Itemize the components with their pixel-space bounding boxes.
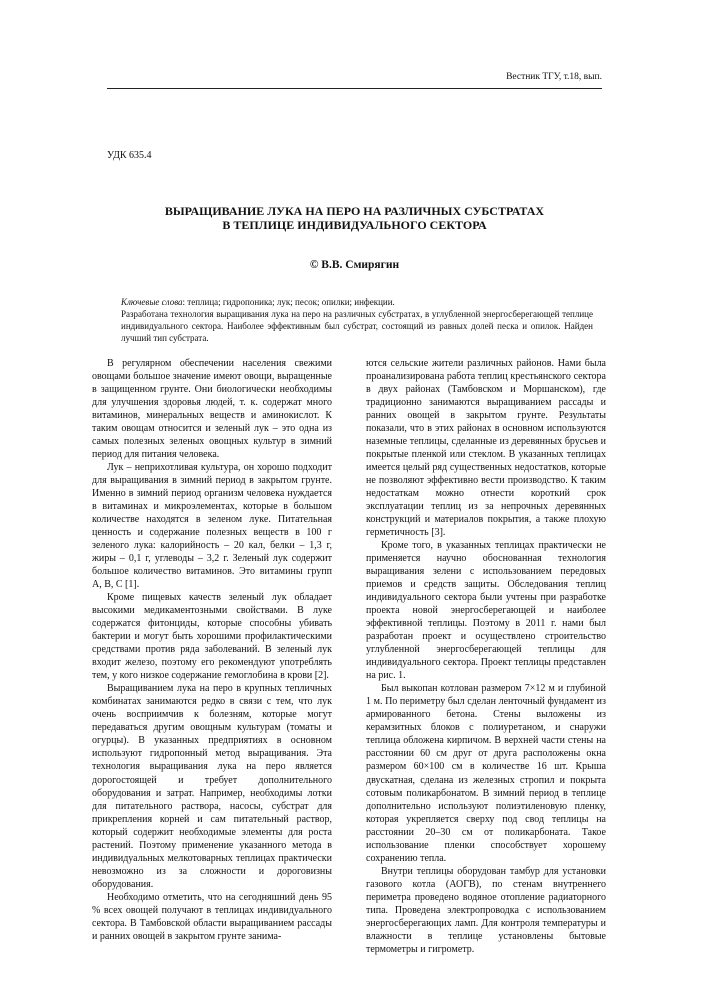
paragraph: ются сельские жители различных районов. Нами была проанализирована работа теплиц крестьянского сектора в двух районах (Тамбовском и Моршанском), где традиционно занимаются выращиванием рассады и ранних овощей в закрытом грунте. Результаты показали, что в этих районах в основном используются наземные теплицы, сделанные из деревянных брусьев и покрытые пленкой или стеклом. В указанных теплицах имеется целый ряд существенных недостатков, которые не позволяют эффективно вести производство. К таким недостаткам можно отнести короткий срок эксплуатации теплиц из за непрочных деревянных конструкций и материалов покрытия, а также плохую герметичность [3]. <box>366 358 606 539</box>
paragraph: Лук – неприхотливая культура, он хорошо подходит для выращивания в зимний период в закрытом грунте. Именно в зимний период организм человека нуждается в витаминах и микроэлементах, которые в большом количестве находятся в зеленом луке. Питательная ценность и содержание полезных веществ в 100 г зеленого лука: калорийность – 20 кал, белки – 1,3 г, жиры – 0,1 г, углеводы – 3,2 г. Зеленый лук содержит большое количество витаминов. Это витамины групп А, В, С [1]. <box>92 462 332 591</box>
abstract-text: Разработана технология выращивания лука на перо на различных субстратах, в углубленной энергосберегающей теплице индивидуального сектора. Наиболее эффективным был субстрат, состоящий из равных долей песка и опилок. Найден лучший тип субстрата. <box>121 309 593 343</box>
article-title <box>107 204 602 232</box>
paragraph: Кроме пищевых качеств зеленый лук обладает высокими медикаментозными свойствами. В луке содержатся фитонциды, которые способны убивать бактерии и могут быть хорошими профилактическими средствами против ряда заболеваний. В зеленый лук входит железо, поэтому его рекомендуют употреблять тем, у кого низкое содержание гемоглобина в крови [2]. <box>92 592 332 682</box>
paragraph: Кроме того, в указанных теплицах практически не применяется научно обоснованная технология выращивания зелени с использованием передовых приемов и средств защиты. Обследования теплиц индивидуального сектора были учтены при разработке проекта новой энергосберегающей и наиболее эффективной теплицы. Поэтому в 2011 г. нами был разработан проект и осуществлено строительство углубленной энергосберегающей теплицы для индивидуального сектора. Проект теплицы представлен на рис. 1. <box>366 540 606 682</box>
paragraph: Был выкопан котлован размером 7×12 м и глубиной 1 м. По периметру был сделан ленточный фундамент из армированного бетона. Стены выложены из керамзитных блоков с полиуретаном, и снаружи теплица обложена кирпичом. В верхней части стены на расстоянии 60 см друг от друга расположены окна размером 60×100 см в количестве 16 шт. Крыша двускатная, сделана из железных стропил и покрыта сотовым поликарбонатом. В зимний период в теплице дополнительно используют полиэтиленовую пленку, которая укрепляется сверху под свод теплицы на расстоянии 20–30 см от поликарбоната. Такое использование пленки способствует хорошему сохранению тепла. <box>366 683 606 864</box>
keywords-label: Ключевые слова <box>121 297 183 307</box>
paragraph: В регулярном обеспечении населения свежими овощами большое значение имеют овощи, выращенные в защищенном грунте. Они биологически необходимы для улучшения здоровья людей, т. к. содержат много витаминов, минеральных веществ и аминокислот. К таким овощам относится и зеленый лук – это одна из самых полезных зеленых овощных культур в зимний период для питания человека. <box>92 358 332 461</box>
title-line-2: В ТЕПЛИЦЕ ИНДИВИДУАЛЬНОГО СЕКТОРА <box>222 218 487 232</box>
paragraph: Необходимо отметить, что на сегодняшний день 95 % всех овощей получают в теплицах индивидуального сектора. В Тамбовской области выращиванием рассады и ранних овощей в закрытом грунте занима- <box>92 891 332 942</box>
paragraph: Выращиванием лука на перо в крупных тепличных комбинатах занимаются редко в связи с тем, что лук очень восприимчив к болезням, которые могут передаваться другим овощным культурам (томаты и огурцы). В указанных предприятиях в основном используют гидропонный метод выращивания. Эта технология выращивания лука на перо является дорогостоящей и требует дополнительного оборудования и затрат. Например, необходимы лотки для питательного раствора, насосы, субстрат для прикрепления корней и сам питательный раствор, который содержит необходимые элементы для роста растений. Поэтому применение указанного метода в индивидуальных мелкотоварных теплицах практически невозможно из за сложности и дороговизны оборудования. <box>92 683 332 890</box>
title-line-1: ВЫРАЩИВАНИЕ ЛУКА НА ПЕРО НА РАЗЛИЧНЫХ СУБСТРАТАХ <box>164 204 545 218</box>
right-column <box>366 357 606 956</box>
paragraph: Внутри теплицы оборудован тамбур для установки газового котла (АОГВ), по стенам внутреннего периметра проведено водяное отопление радиаторного типа. Проведена электропроводка с использованием энергосберегающих ламп. Для контроля температуры и влажности в теплице установлены бытовые термометры и гигрометр. <box>366 865 606 955</box>
author: © В.В. Смирягин <box>309 259 400 271</box>
keywords-text: : теплица; гидропоника; лук; песок; опилки; инфекции. <box>182 297 395 307</box>
keywords <box>121 296 593 308</box>
left-column <box>92 357 332 943</box>
header-rule <box>107 88 602 89</box>
abstract <box>121 296 593 344</box>
journal-header: Вестник ТГУ, т.18, вып. <box>506 72 602 82</box>
udk-code: УДК 635.4 <box>107 150 152 161</box>
